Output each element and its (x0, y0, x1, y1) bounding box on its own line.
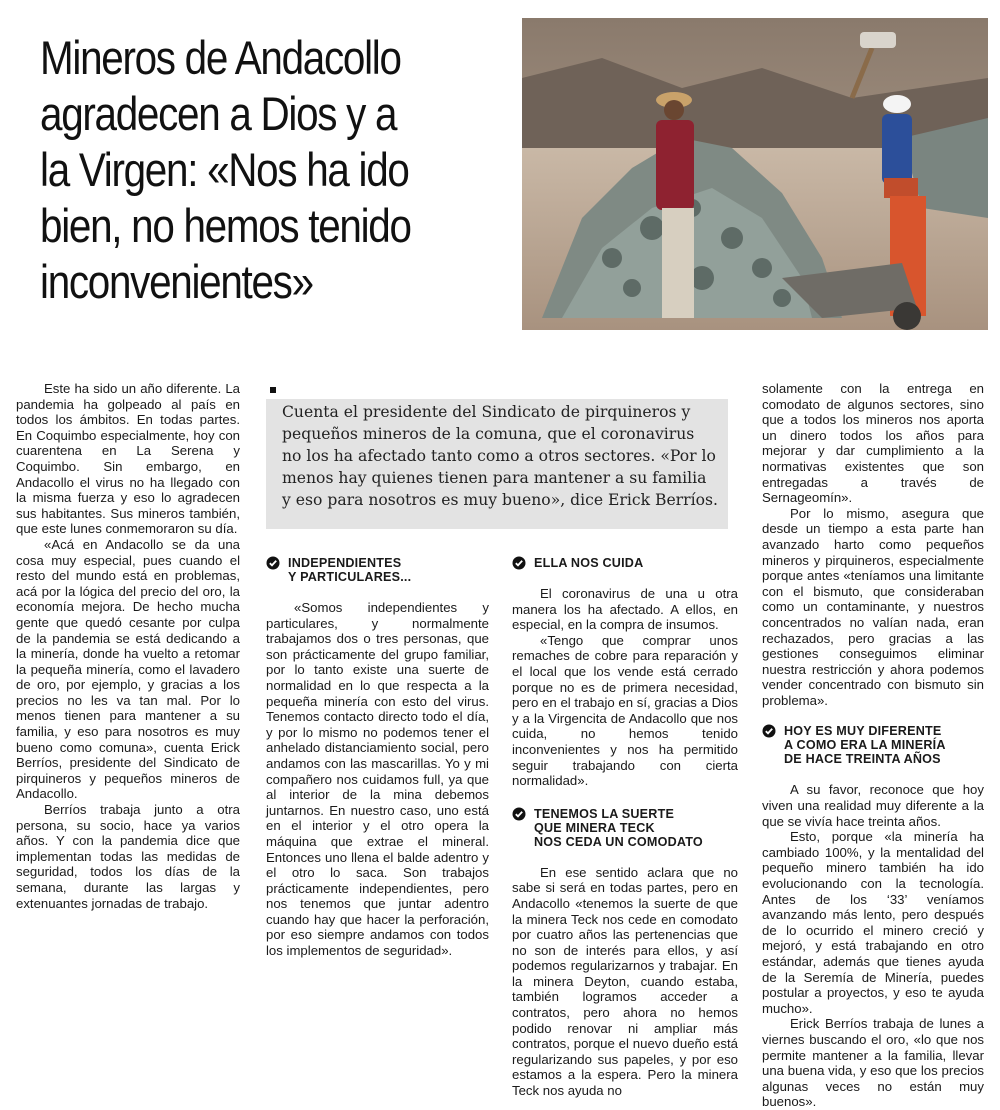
pullquote-top-bar (266, 383, 738, 399)
headline-line: Mineros de Andacollo (40, 31, 401, 84)
column-2 (266, 556, 489, 959)
subheading-text (288, 556, 411, 584)
subheading-text (534, 807, 703, 849)
paragraph: Berríos trabaja junto a otra persona, su socio, hace ya varios años. Y con la pandemia dice que implementan todas las medidas de seguridad, todos los días de la semana, durante las largas y extenuantes jornadas de trabajo. (16, 802, 240, 911)
subheading-text (784, 724, 946, 766)
subheading-line: HOY ES MUY DIFERENTE (784, 724, 942, 739)
column-1 (16, 381, 240, 911)
subheading-line: NOS CEDA UN COMODATO (534, 834, 703, 849)
paragraph: Erick Berríos trabaja de lunes a viernes buscando el oro, «lo que nos permite mantener a la familia, llevar una buena vida, y eso que los precios algunas veces no están muy buenos». (762, 1016, 984, 1110)
pullquote-line: no los ha afectado tanto como a otros sectores. «Por lo (282, 447, 716, 465)
paragraph: Este ha sido un año diferente. La pandemia ha golpeado al país en todos los ámbitos. En todas partes. En Coquimbo especialmente, hoy con cuarentena en La Serena y Coquimbo. Sin embargo, en Andacollo el virus no ha llegado con la misma fuerza y eso lo agradecen sus habitantes. Sus mineros también, que este lunes conmemoraron su día. (16, 381, 240, 537)
subheading-line: INDEPENDIENTES (288, 556, 402, 570)
subheading-hoy-es-muy-diferente (762, 724, 984, 766)
pullquote-text (282, 401, 730, 511)
paragraph: Esto, porque «la minería ha cambiado 100%, y la mentalidad del pequeño minero también ha ido evolucionando con la tecnología. Antes de los ‘33’ veníamos avanzando más lento, pero después de lo ocurrido el minero creció y mejoró, y está trabajando en otro estándar, además que tienes ayuda de la Seremía de Minería, puedes postular a proyectos, y eso te ayuda mucho». (762, 829, 984, 1016)
check-circle-icon (762, 724, 776, 738)
pullquote-marker-square (270, 387, 276, 393)
paragraph: A su favor, reconoce que hoy viven una realidad muy diferente a la que se vivía hace treinta años. (762, 782, 984, 829)
subheading-line: A COMO ERA LA MINERÍA (784, 738, 946, 753)
headline-line: inconvenientes» (40, 255, 313, 308)
paragraph: El coronavirus de una u otra manera los ha afectado. A ellos, en especial, en la compra de insumos. (512, 586, 738, 633)
headline-line: bien, no hemos tenido (40, 199, 411, 252)
subheading-line: QUE MINERA TECK (534, 820, 655, 835)
subheading-ella-nos-cuida (512, 556, 738, 570)
subheading-teck (512, 807, 738, 849)
pullquote-line: pequeños mineros de la comuna, que el coronavirus (282, 425, 695, 443)
headline-line: la Virgen: «Nos ha ido (40, 143, 409, 196)
subheading-independientes (266, 556, 489, 584)
check-circle-icon (512, 556, 526, 570)
check-circle-icon (266, 556, 280, 570)
check-circle-icon (512, 807, 526, 821)
subheading-line: Y PARTICULARES... (288, 570, 412, 584)
pullquote-line: menos hay quienes tienen para mantener a su familia (282, 469, 707, 487)
column-4 (762, 381, 984, 1110)
pullquote-line: y eso para nosotros es muy bueno», dice Erick Berríos. (282, 491, 718, 509)
paragraph: «Tengo que comprar unos remaches de cobre para reparación y el local que los vende está cerrado porque no es de primera necesidad, pero en el trabajo en sí, gracias a Dios y a la Virgencita de Andacollo que nos cuida, no hemos tenido inconvenientes y nos ha permitido seguir trabajando con cierta normalidad». (512, 632, 738, 789)
miners-photo (522, 18, 988, 330)
pullquote-line: Cuenta el presidente del Sindicato de pirquineros y (282, 403, 691, 421)
paragraph: «Somos independientes y particulares, y normalmente trabajamos dos o tres personas, que son prácticamente del grupo familiar, por lo tanto existe una suerte de normalidad en lo que respecta a la pequeña minería con esto del virus. Tenemos contacto directo todo el día, y por lo mismo no podemos tener el anhelado distanciamiento social, pero andamos con las mascarillas. Yo y mi compañero nos cuidamos full, ya que al interior de la mina debemos juntarnos. En nuestro caso, uno está en el interior y el otro opera la máquina que extrae el mineral. Entonces uno llena el balde adentro y el otro lo saca. Son trabajos prácticamente independientes, pero nos tenemos que juntar adentro cuando hay que hacer la perforación, por eso siempre andamos con todos los implementos de seguridad». (266, 600, 489, 959)
paragraph: Por lo mismo, asegura que desde un tiempo a esta parte han avanzado harto como pequeños mineros y pirquineros, especialmente porque antes «teníamos una limitante con el bismuto, que consideraban como un contaminante, y nuestros concentrados no valían nada, eran rechazados, pero gracias a las gestiones conseguimos eliminar nuestra restricción y ahora podemos vender concentrado con bismuto sin problema». (762, 505, 984, 708)
pullquote-box (266, 383, 738, 529)
subheading-line: ELLA NOS CUIDA (534, 556, 644, 570)
headline (40, 30, 444, 310)
paragraph: solamente con la entrega en comodato de algunos sectores, sino que a todos los mineros nos aporta un dinero todos los años para mejorar y dar cumplimiento a la normativas existentes que son entregadas a través de Sernageomín». (762, 381, 984, 506)
paragraph: En ese sentido aclara que no sabe si será en todas partes, pero en Andacollo «tenemos la suerte de que la minera Teck nos cede en comodato por cuatro años las pertenencias que no son de interés para ellos, y así podemos regularizarnos y trabajar. En la minera Deyton, cuando estaba, también logramos acceder a contratos, pero ahora no hemos podido renovar ni ampliar más contratos, porque el nuevo dueño está regularizando sus papeles, y por eso estamos a la espera. Pero la minera Teck nos ayuda no (512, 864, 738, 1099)
column-3 (512, 556, 738, 1099)
subheading-line: TENEMOS LA SUERTE (534, 806, 675, 821)
paragraph: «Acá en Andacollo se da una cosa muy especial, pues cuando el resto del mundo está en problemas, acá por la lógica del precio del oro, la economía mejora. De hecho mucha gente que quedó cesante por culpa de la pandemia se está dedicando a la minería, donde ha vuelto a retomar la pequeña minería, como el lavadero de oro, por ejemplo, y gracias a los precios no les va tan mal. Por lo menos tienen para mantener a su familia, y eso para nosotros es muy bueno como comuna», cuenta Erick Berríos, presidente del Sindicato de pirquineros y pequeños mineros de Andacollo. (16, 536, 240, 802)
headline-line: agradecen a Dios y a (40, 87, 397, 140)
subheading-line: DE HACE TREINTA AÑOS (784, 752, 941, 767)
subheading-text (534, 556, 643, 570)
